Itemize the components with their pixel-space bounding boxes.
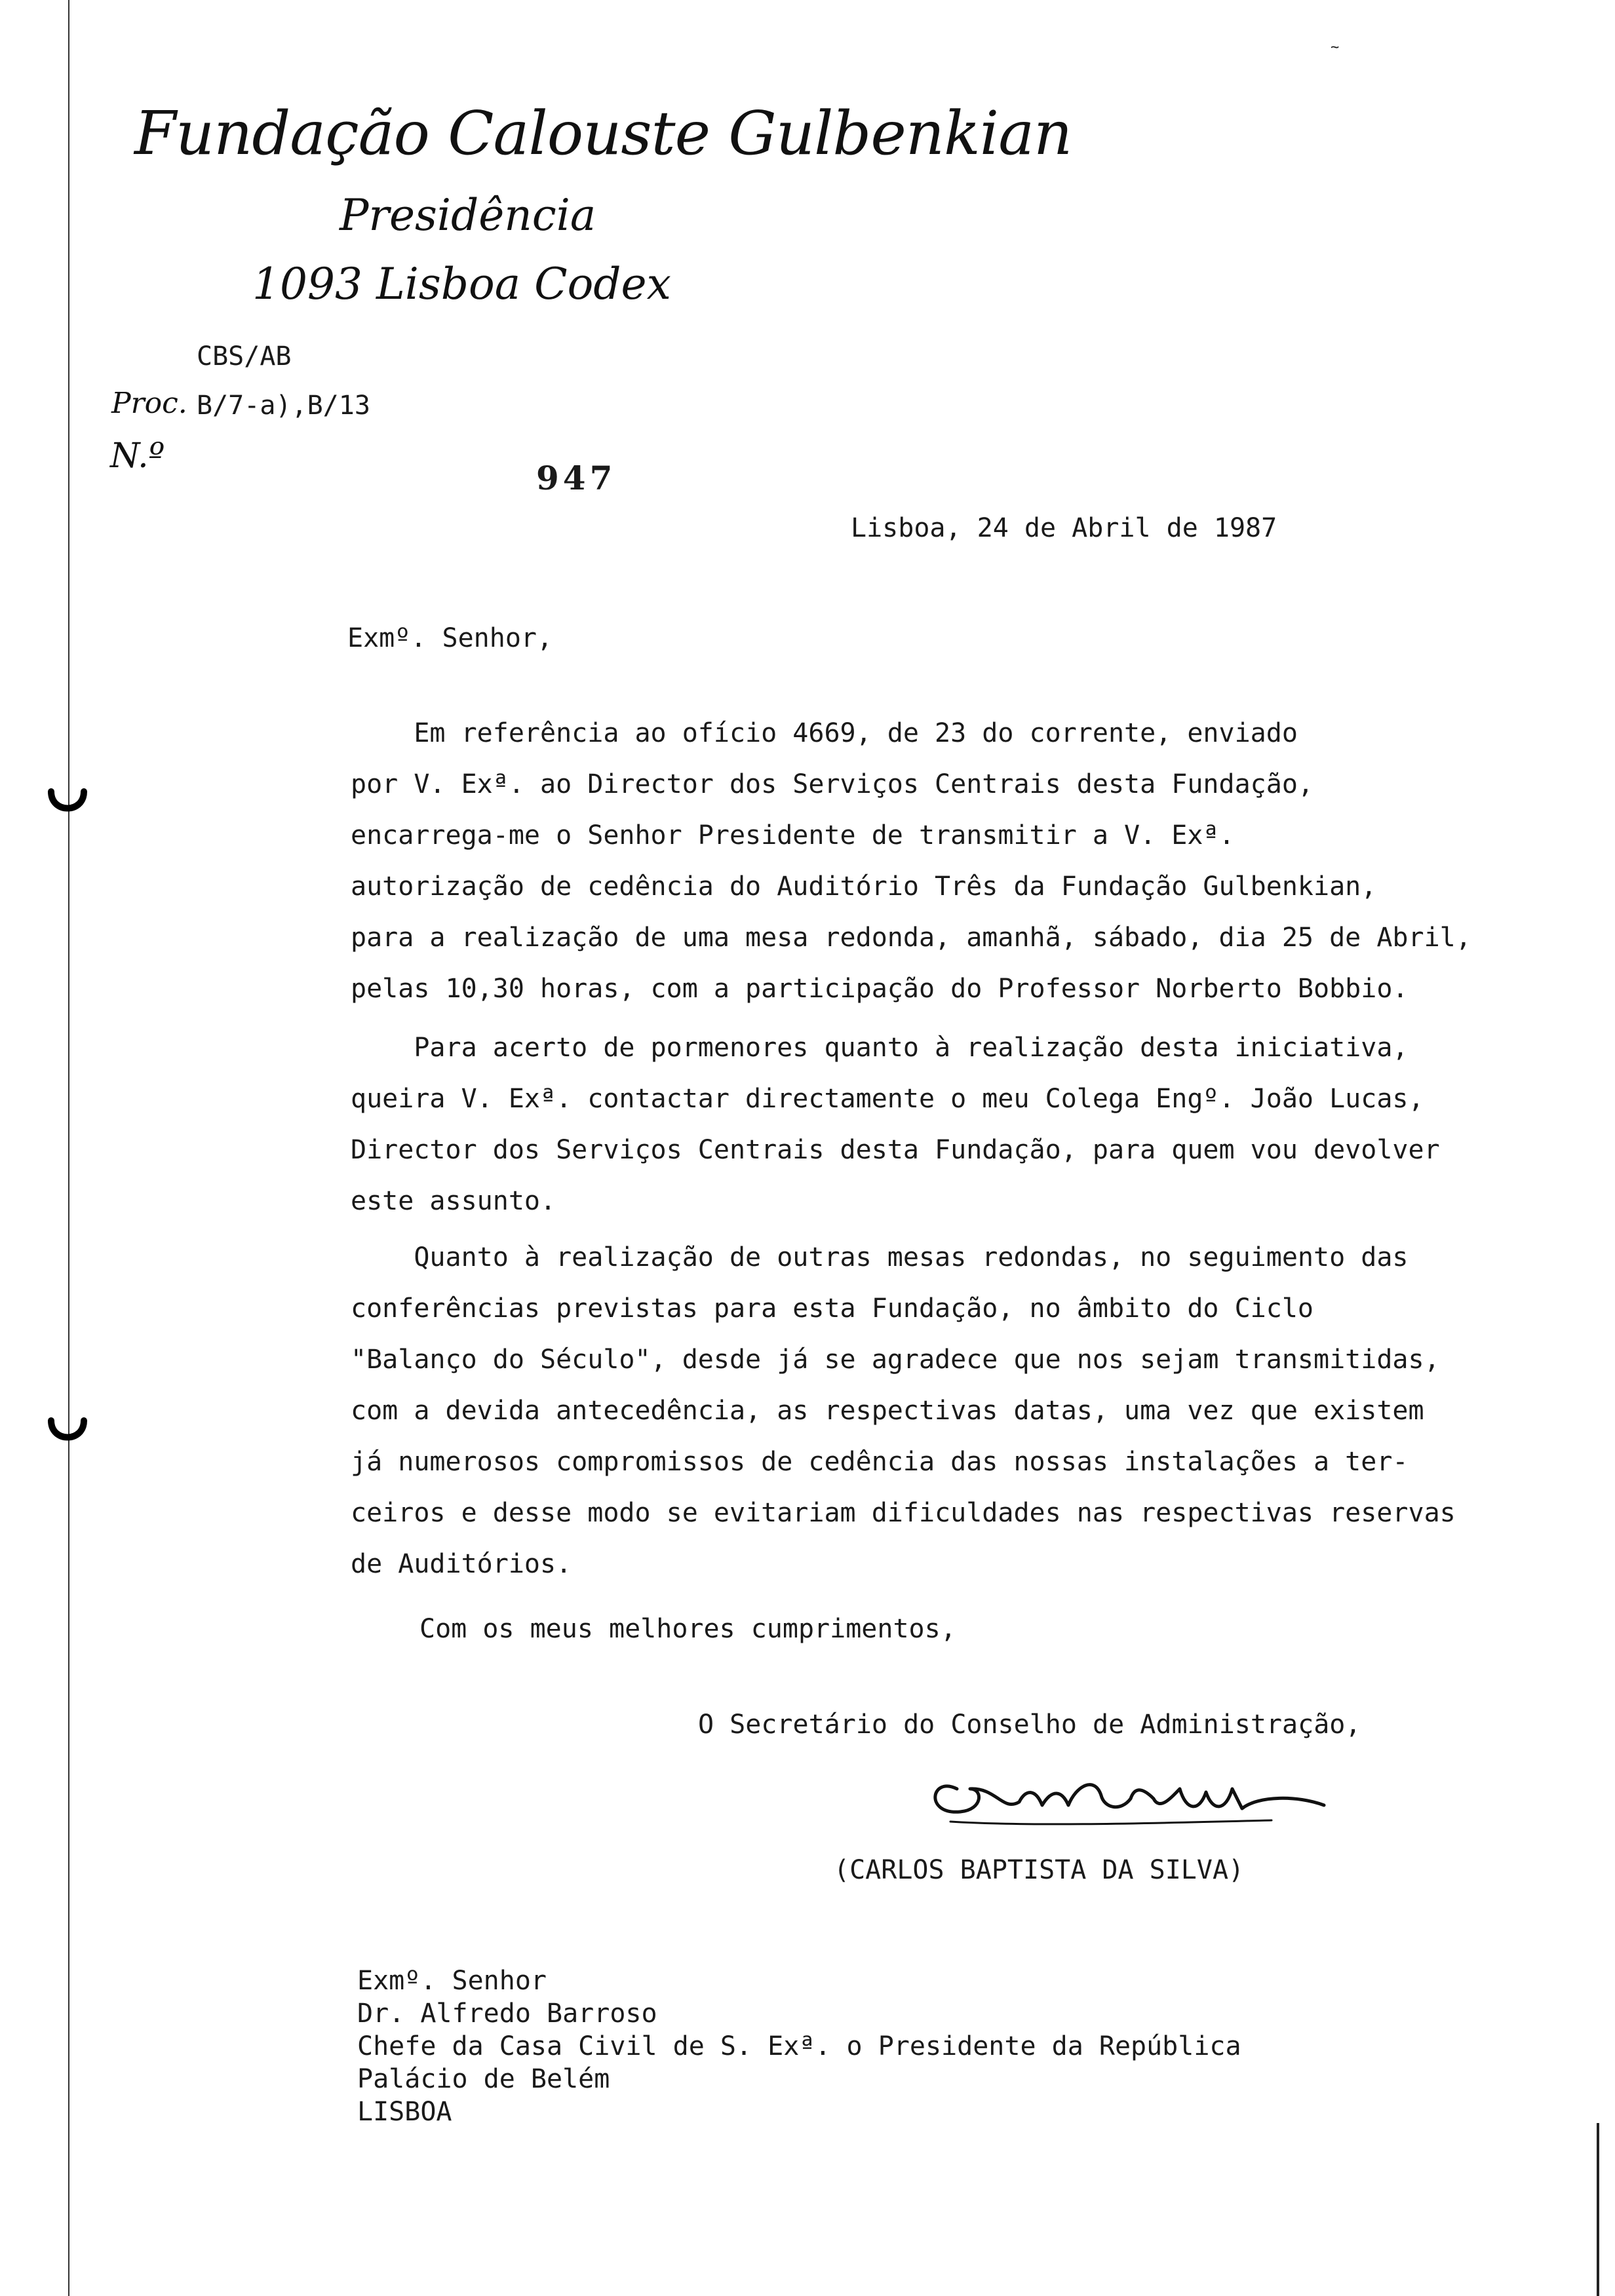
signatory-title: O Secretário do Conselho de Administração, — [698, 1710, 1361, 1740]
page-edge-line — [1597, 2123, 1599, 2296]
body-paragraph-2 — [351, 1022, 1517, 1227]
addressee-line: Dr. Alfredo Barroso — [357, 1999, 657, 2029]
text-line: para a realização de uma mesa redonda, amanhã, sábado, dia 25 de Abril, — [351, 923, 1471, 953]
corner-mark: ~ — [1331, 39, 1340, 56]
text-line: ceiros e desse modo se evitariam dificuldades nas respectivas reservas — [351, 1498, 1456, 1528]
body-paragraph-3 — [351, 1232, 1517, 1590]
addressee-line: Exmº. Senhor — [357, 1966, 547, 1996]
text-line: este assunto. — [351, 1186, 556, 1216]
signatory-name: (CARLOS BAPTISTA DA SILVA) — [834, 1855, 1245, 1885]
addressee-block — [357, 1964, 1241, 2128]
proc-label: Proc. — [111, 387, 187, 420]
reference-initials: CBS/AB — [197, 341, 292, 372]
text-line: de Auditórios. — [351, 1549, 572, 1579]
document-number: 947 — [536, 459, 617, 497]
text-line: com a devida antecedência, as respectivas datas, uma vez que existem — [351, 1396, 1424, 1426]
salutation: Exmº. Senhor, — [347, 623, 553, 653]
text-line: por V. Exª. ao Director dos Serviços Centrais desta Fundação, — [351, 769, 1314, 799]
text-line: autorização de cedência do Auditório Três da Fundação Gulbenkian, — [351, 871, 1377, 902]
punch-hole-mark — [46, 1415, 89, 1448]
letterhead-address: 1093 Lisboa Codex — [252, 259, 671, 309]
proc-value: B/7-a),B/13 — [197, 391, 370, 421]
closing-line: Com os meus melhores cumprimentos, — [419, 1614, 956, 1644]
text-line: Quanto à realização de outras mesas redondas, no seguimento das — [351, 1242, 1409, 1272]
text-line: já numerosos compromissos de cedência das nossas instalações a ter- — [351, 1447, 1409, 1477]
text-line: pelas 10,30 horas, com a participação do Professor Norberto Bobbio. — [351, 974, 1409, 1004]
addressee-line: Chefe da Casa Civil de S. Exª. o Presidente da República — [357, 2031, 1241, 2061]
letterhead-department: Presidência — [340, 190, 596, 240]
text-line: encarrega-me o Senhor Presidente de transmitir a V. Exª. — [351, 820, 1235, 851]
body-paragraph-1 — [351, 708, 1517, 1014]
addressee-line: LISBOA — [357, 2097, 452, 2127]
text-line: conferências previstas para esta Fundação, no âmbito do Ciclo — [351, 1293, 1314, 1324]
letterhead-name: Fundação Calouste Gulbenkian — [134, 98, 1072, 168]
text-line: Em referência ao ofício 4669, de 23 do corrente, enviado — [351, 718, 1298, 748]
text-line: Para acerto de pormenores quanto à realização desta iniciativa, — [351, 1033, 1409, 1063]
addressee-line: Palácio de Belém — [357, 2064, 610, 2094]
number-label: N.º — [110, 436, 165, 476]
margin-line — [68, 0, 69, 2296]
punch-hole-mark — [46, 786, 89, 819]
handwritten-signature — [905, 1750, 1331, 1848]
text-line: queira V. Exª. contactar directamente o meu Colega Engº. João Lucas, — [351, 1084, 1424, 1114]
date-line: Lisboa, 24 de Abril de 1987 — [851, 513, 1277, 543]
text-line: "Balanço do Século", desde já se agradece que nos sejam transmitidas, — [351, 1345, 1440, 1375]
text-line: Director dos Serviços Centrais desta Fundação, para quem vou devolver — [351, 1135, 1440, 1165]
